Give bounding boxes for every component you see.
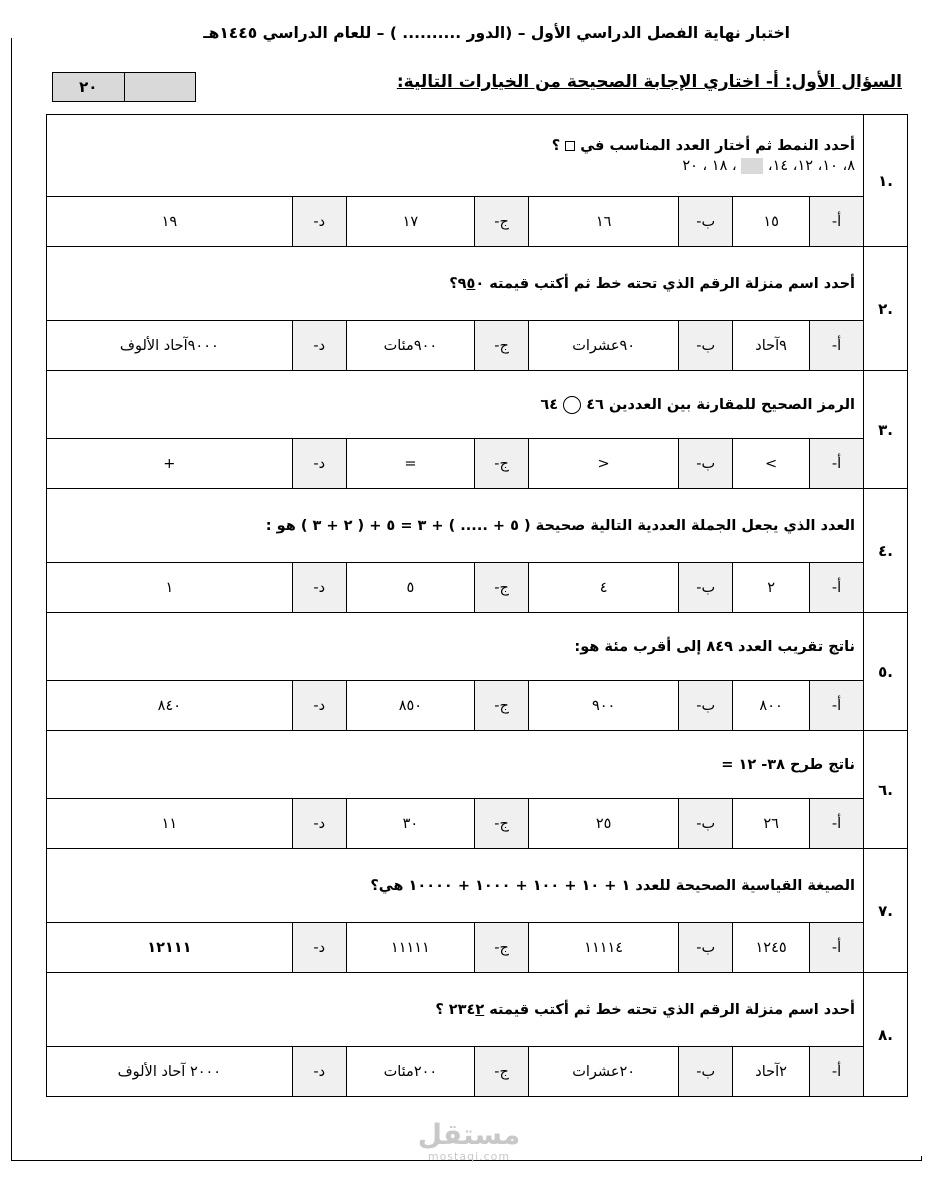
option-d[interactable]: ١ [47, 563, 293, 613]
option-label-c: ج- [475, 563, 529, 613]
option-label-a: أ- [810, 563, 864, 613]
question-number: .٧ [864, 849, 908, 973]
option-b[interactable]: < [529, 439, 679, 489]
option-label-b: ب- [679, 1047, 733, 1097]
option-c[interactable]: ٣٠ [346, 799, 474, 849]
question-row [47, 489, 908, 563]
watermark-latin: mostaqi.com [427, 1150, 511, 1163]
option-label-b: ب- [679, 321, 733, 371]
option-b[interactable]: ٩٠٠ [529, 681, 679, 731]
option-label-c: ج- [475, 799, 529, 849]
options-row [47, 197, 908, 247]
option-label-c: ج- [475, 1047, 529, 1097]
option-label-b: ب- [679, 681, 733, 731]
score-box [52, 72, 196, 102]
option-label-a: أ- [810, 923, 864, 973]
underlined-digit: ٢ [475, 1001, 485, 1018]
option-b[interactable]: ٤ [529, 563, 679, 613]
question-number: .١ [864, 115, 908, 247]
question-stem: ناتج تقريب العدد ٨٤٩ إلى أقرب مئة هو: [47, 613, 864, 681]
option-label-b: ب- [679, 563, 733, 613]
question-stem: الرمز الصحيح للمقارنة بين العددين ٤٦ ٦٤ [47, 371, 864, 439]
question-number: .٣ [864, 371, 908, 489]
question-row [47, 115, 908, 197]
option-label-d: د- [292, 439, 346, 489]
section-heading: السؤال الأول: أ- اختاري الإجابة الصحيحة من الخيارات التالية: [396, 72, 902, 92]
number-sequence: ٨، ١٠، ١٢، ١٤، ، ١٨ ، ٢٠ [682, 157, 855, 174]
questions-table [46, 114, 908, 1097]
option-d[interactable]: ١٢١١١ [47, 923, 293, 973]
option-d[interactable]: ٩٠٠٠آحاد الألوف [47, 321, 293, 371]
options-row [47, 1047, 908, 1097]
options-row [47, 681, 908, 731]
option-b[interactable]: ١١١١٤ [529, 923, 679, 973]
option-c[interactable]: ٥ [346, 563, 474, 613]
option-a[interactable]: ٢آحاد [733, 1047, 810, 1097]
option-b[interactable]: ١٦ [529, 197, 679, 247]
page-frame-tick [921, 1156, 922, 1161]
question-stem: ناتج طرح ٣٨- ١٢ = [47, 731, 864, 799]
option-label-c: ج- [475, 923, 529, 973]
option-d[interactable]: ٨٤٠ [47, 681, 293, 731]
underlined-digit: ٥ [466, 275, 476, 292]
option-label-b: ب- [679, 439, 733, 489]
option-label-d: د- [292, 197, 346, 247]
watermark-logo [408, 1120, 530, 1163]
option-d[interactable]: ١٩ [47, 197, 293, 247]
option-label-c: ج- [475, 197, 529, 247]
option-label-a: أ- [810, 799, 864, 849]
question-row [47, 849, 908, 923]
score-total: ٢٠ [79, 78, 98, 96]
question-row [47, 731, 908, 799]
option-a[interactable]: ٢ [733, 563, 810, 613]
options-row [47, 563, 908, 613]
option-c[interactable]: ٩٠٠مئات [346, 321, 474, 371]
score-blank [124, 73, 196, 101]
question-stem: الصيغة القياسية الصحيحة للعدد ١ + ١٠ + ١٠٠ + ١٠٠٠ + ١٠٠٠٠ هي؟ [47, 849, 864, 923]
option-label-d: د- [292, 799, 346, 849]
question-number: .٦ [864, 731, 908, 849]
option-label-c: ج- [475, 681, 529, 731]
question-number: .٤ [864, 489, 908, 613]
option-d[interactable]: ١١ [47, 799, 293, 849]
option-label-a: أ- [810, 1047, 864, 1097]
option-c[interactable]: ٨٥٠ [346, 681, 474, 731]
question-number: .٨ [864, 973, 908, 1097]
question-number: .٢ [864, 247, 908, 371]
question-stem: العدد الذي يجعل الجملة العددية التالية صحيحة ( ٥ + ..... ) + ٣ = ٥ + ( ٢ + ٣ ) هو : [47, 489, 864, 563]
option-c[interactable]: ١١١١١ [346, 923, 474, 973]
question-stem: أحدد اسم منزلة الرقم الذي تحته خط ثم أكتب قيمته ٩٥٠؟ [47, 247, 864, 321]
option-b[interactable]: ٢٥ [529, 799, 679, 849]
question-row [47, 371, 908, 439]
option-a[interactable]: ٩آحاد [733, 321, 810, 371]
question-row [47, 973, 908, 1047]
option-label-b: ب- [679, 197, 733, 247]
options-row [47, 923, 908, 973]
option-label-d: د- [292, 681, 346, 731]
option-a[interactable]: ٢٦ [733, 799, 810, 849]
option-label-a: أ- [810, 321, 864, 371]
options-row [47, 321, 908, 371]
question-stem: أحدد اسم منزلة الرقم الذي تحته خط ثم أكتب قيمته ٢٣٤٢ ؟ [47, 973, 864, 1047]
option-a[interactable]: ١٢٤٥ [733, 923, 810, 973]
option-b[interactable]: ٩٠عشرات [529, 321, 679, 371]
option-label-b: ب- [679, 799, 733, 849]
option-a[interactable]: ٨٠٠ [733, 681, 810, 731]
question-stem: أحدد النمط ثم أختار العدد المناسب في ؟ ٨، ١٠، ١٢، ١٤، ، ١٨ ، ٢٠ [47, 115, 864, 197]
options-row [47, 799, 908, 849]
option-label-a: أ- [810, 197, 864, 247]
page-frame-left [11, 38, 12, 1160]
missing-number-box[interactable] [741, 158, 763, 174]
exam-title: اختبار نهاية الفصل الدراسي الأول – (الدور .......... ) – للعام الدراسي ١٤٤٥هـ [203, 24, 790, 42]
comparison-circle-icon[interactable] [563, 396, 581, 414]
options-row [47, 439, 908, 489]
option-label-c: ج- [475, 321, 529, 371]
option-label-a: أ- [810, 439, 864, 489]
option-a[interactable]: ١٥ [733, 197, 810, 247]
option-label-c: ج- [475, 439, 529, 489]
watermark-arabic: مستقل [417, 1118, 521, 1151]
option-c[interactable]: ٢٠٠مئات [346, 1047, 474, 1097]
option-a[interactable]: > [733, 439, 810, 489]
option-label-d: د- [292, 1047, 346, 1097]
option-d[interactable]: ٢٠٠٠ آحاد الألوف [47, 1047, 293, 1097]
option-label-d: د- [292, 321, 346, 371]
question-number: .٥ [864, 613, 908, 731]
option-c[interactable]: = [346, 439, 474, 489]
option-b[interactable]: ٢٠عشرات [529, 1047, 679, 1097]
option-label-d: د- [292, 563, 346, 613]
question-row [47, 247, 908, 321]
blank-square-icon [565, 141, 575, 151]
option-label-d: د- [292, 923, 346, 973]
question-row [47, 613, 908, 681]
option-c[interactable]: ١٧ [346, 197, 474, 247]
option-label-b: ب- [679, 923, 733, 973]
option-label-a: أ- [810, 681, 864, 731]
option-d[interactable]: + [47, 439, 293, 489]
